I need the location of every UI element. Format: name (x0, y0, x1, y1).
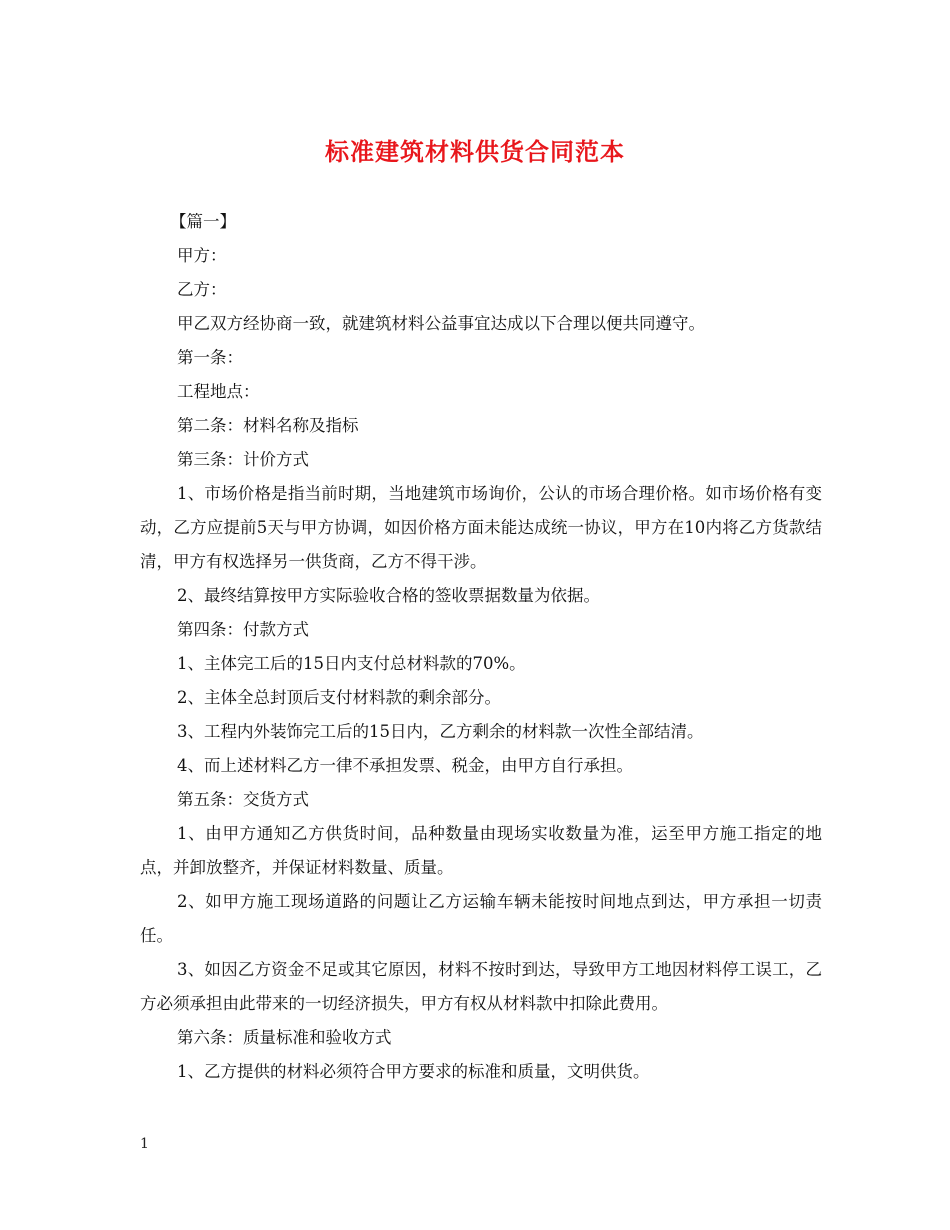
article-2-heading: 第二条：材料名称及指标 (177, 416, 359, 435)
article-5-clause-3: 3、如因乙方资金不足或其它原因，材料不按时到达，导致甲方工地因材料停工误工，乙方必须承担由此带来的一切经济损失，甲方有权从材料款中扣除此费用。 (140, 960, 822, 1013)
document-title: 标准建筑材料供货合同范本 (325, 137, 625, 166)
article-1-heading: 第一条： (177, 348, 243, 367)
page-number: 1 (140, 1136, 149, 1152)
article-5-clause-1: 1、由甲方通知乙方供货时间，品种数量由现场实收数量为准，运至甲方施工指定的地点，并卸放整齐，并保证材料数量、质量。 (140, 824, 822, 877)
article-3-clause-2: 2、最终结算按甲方实际验收合格的签收票据数量为依据。 (177, 586, 600, 605)
article-6-clause-1: 1、乙方提供的材料必须符合甲方要求的标准和质量，文明供货。 (177, 1062, 650, 1081)
article-4-clause-2: 2、主体全总封顶后支付材料款的剩余部分。 (177, 688, 501, 707)
article-4-clause-3: 3、工程内外装饰完工后的15日内，乙方剩余的材料款一次性全部结清。 (177, 722, 704, 741)
article-5-clause-2: 2、如甲方施工现场道路的问题让乙方运输车辆未能按时间地点到达，甲方承担一切责任。 (140, 892, 822, 945)
article-3-clause-1: 1、市场价格是指当前时期，当地建筑市场询价，公认的市场合理价格。如市场价格有变动，乙方应提前5天与甲方协调，如因价格方面未能达成统一协议，甲方在10内将乙方货款结清，甲方有权选择另一供货商，乙方不得干涉。 (140, 484, 822, 571)
party-b-label: 乙方： (177, 280, 227, 299)
party-a-label: 甲方： (177, 246, 227, 265)
section-heading: 【篇一】 (170, 212, 236, 231)
document-body (140, 205, 822, 1089)
intro-paragraph: 甲乙双方经协商一致，就建筑材料公益事宜达成以下合理以便共同遵守。 (177, 314, 705, 333)
article-4-clause-4: 4、而上述材料乙方一律不承担发票、税金，由甲方自行承担。 (177, 756, 633, 775)
article-5-heading: 第五条：交货方式 (177, 790, 309, 809)
article-4-clause-1: 1、主体完工后的15日内支付总材料款的70%。 (177, 654, 526, 673)
article-4-heading: 第四条：付款方式 (177, 620, 309, 639)
article-3-heading: 第三条：计价方式 (177, 450, 309, 469)
article-6-heading: 第六条：质量标准和验收方式 (177, 1028, 392, 1047)
project-location: 工程地点： (177, 382, 260, 401)
